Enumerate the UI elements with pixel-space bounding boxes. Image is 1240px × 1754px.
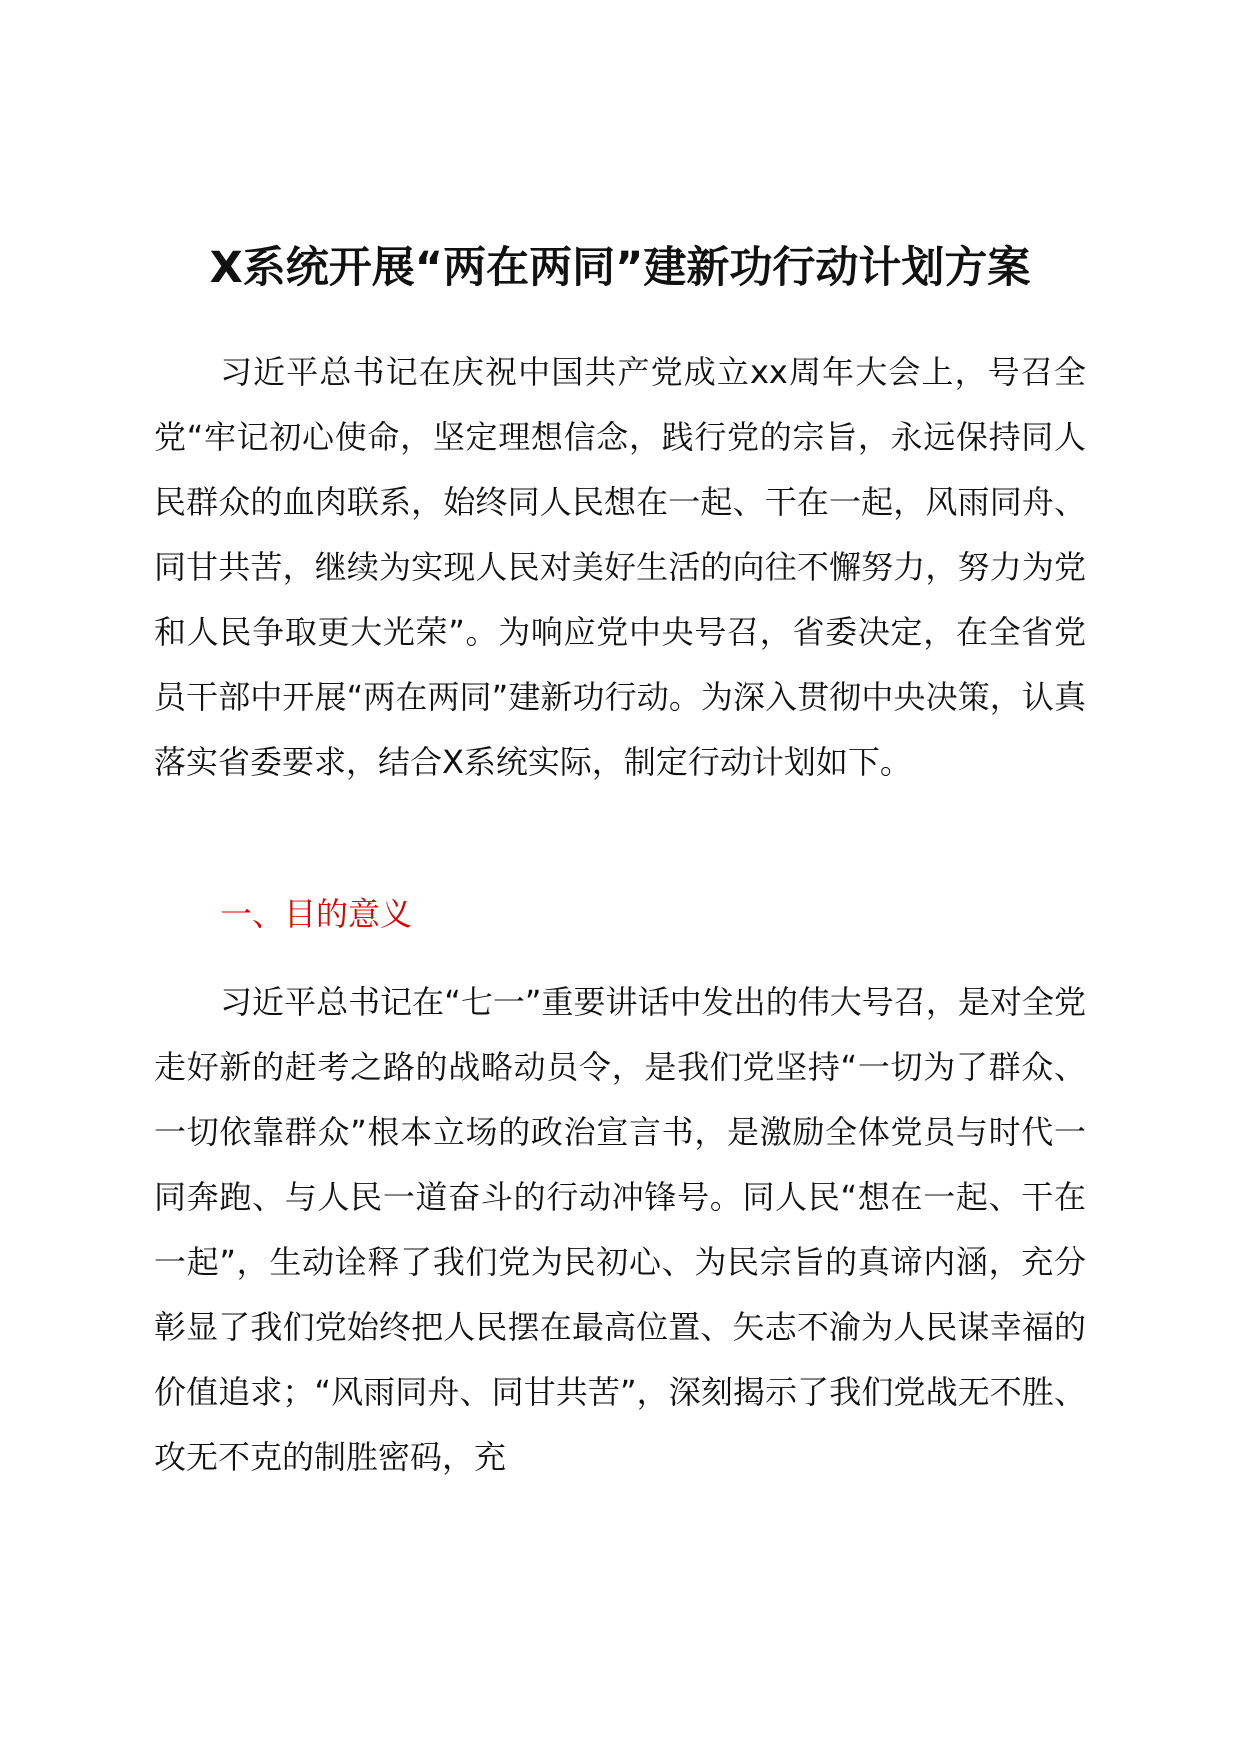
section-paragraph: 习近平总书记在“七一”重要讲话中发出的伟大号召，是对全党走好新的赶考之路的战略动员令，是我们党坚持“一切为了群众、一切依靠群众”根本立场的政治宣言书，是激励全体党员与时代一同奔跑、与人民一道奋斗的行动冲锋号。同人民“想在一起、干在一起”，生动诠释了我们党为民初心、为民宗旨的真谛内涵，充分彰显了我们党始终把人民摆在最高位置、矢志不渝为人民谋幸福的价值追求；“风雨同舟、同甘共苦”，深刻揭示了我们党战无不胜、攻无不克的制胜密码，充	[154, 983, 1086, 1476]
section-heading: 一、目的意义	[220, 895, 413, 933]
intro-paragraph: 习近平总书记在庆祝中国共产党成立xx周年大会上，号召全党“牢记初心使命，坚定理想信念，践行党的宗旨，永远保持同人民群众的血肉联系，始终同人民想在一起、干在一起，风雨同舟、同甘共苦，继续为实现人民对美好生活的向往不懈努力，努力为党和人民争取更大光荣”。为响应党中央号召，省委决定，在全省党员干部中开展“两在两同”建新功行动。为深入贯彻中央决策，认真落实省委要求，结合X系统实际，制定行动计划如下。	[154, 353, 1086, 781]
document-title: X系统开展“两在两同”建新功行动计划方案	[209, 243, 1031, 293]
